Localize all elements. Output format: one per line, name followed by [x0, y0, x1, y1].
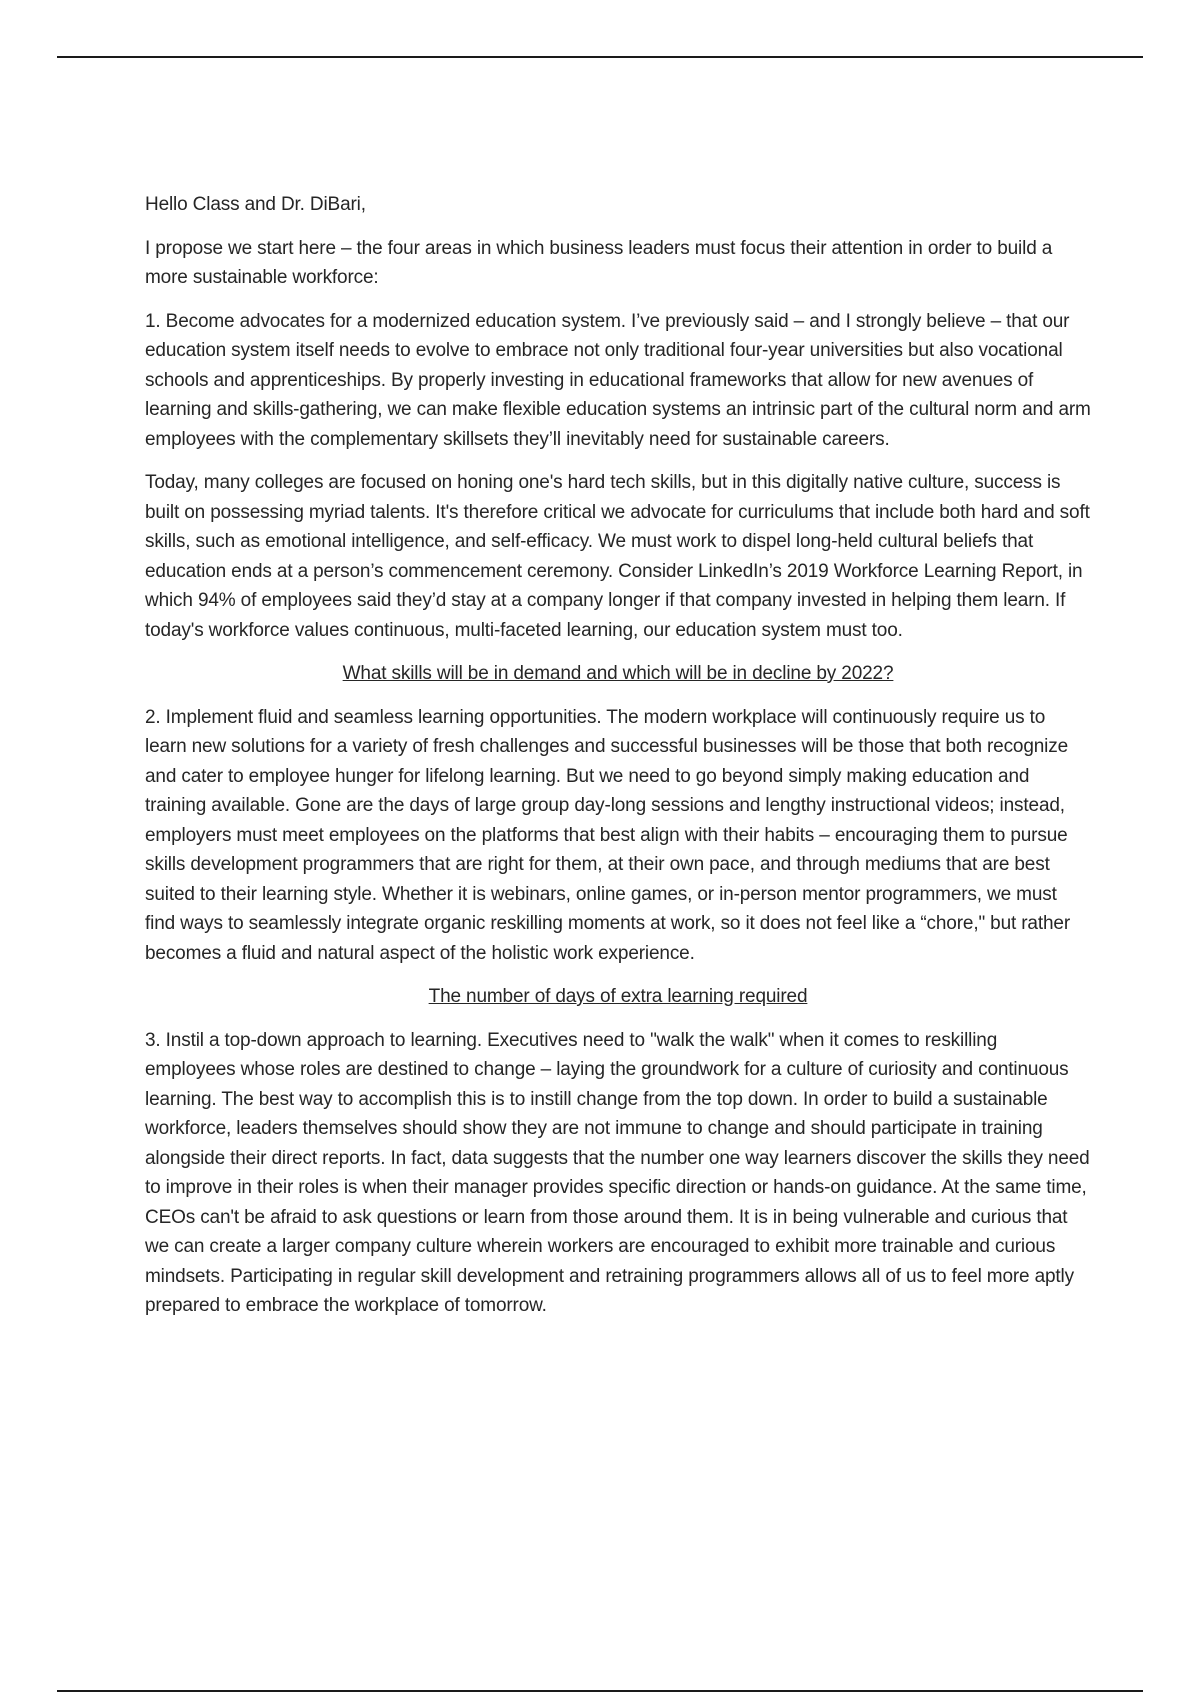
caption-skills-demand: What skills will be in demand and which will be in decline by 2022? — [342, 663, 894, 684]
caption-extra-learning-days: The number of days of extra learning required — [428, 986, 808, 1007]
point-1-paragraph: 1. Become advocates for a modernized education system. I’ve previously said – and I strongly believe – that our education system itself needs to evolve to embrace not only traditional four-year universities but also vocational schools and apprenticeships. By properly investing in educational frameworks that allow for new avenues of learning and skills-gathering, we can make flexible education systems an intrinsic part of the cultural norm and arm employees with the complementary skillsets they’ll inevitably need for sustainable careers. — [145, 310, 1091, 450]
document-body — [145, 190, 1091, 1335]
header-rule — [57, 56, 1143, 58]
footer-rule — [57, 1690, 1143, 1692]
point-3-paragraph: 3. Instil a top-down approach to learning. Executives need to "walk the walk" when it comes to reskilling employees whose roles are destined to change – laying the groundwork for a culture of curiosity and continuous learning. The best way to accomplish this is to instill change from the top down. In order to build a sustainable workforce, leaders themselves should show they are not immune to change and should participate in training alongside their direct reports. In fact, data suggests that the number one way learners discover the skills they need to improve in their roles is when their manager provides specific direction or hands-on guidance. At the same time, CEOs can't be afraid to ask questions or learn from those around them. It is in being vulnerable and curious that we can create a larger company culture wherein workers are encouraged to exhibit more trainable and curious mindsets. Participating in regular skill development and retraining programmers allows all of us to feel more aptly prepared to embrace the workplace of tomorrow. — [145, 1029, 1090, 1316]
greeting: Hello Class and Dr. DiBari, — [145, 194, 366, 215]
intro-paragraph: I propose we start here – the four areas in which business leaders must focus their attention in order to build a more sustainable workforce: — [145, 237, 1053, 288]
point-2-paragraph: 2. Implement fluid and seamless learning opportunities. The modern workplace will continuously require us to learn new solutions for a variety of fresh challenges and successful businesses will be those that both recognize and cater to employee hunger for lifelong learning. But we need to go beyond simply making education and training available. Gone are the days of large group day-long sessions and lengthy instructional videos; instead, employers must meet employees on the platforms that best align with their habits – encouraging them to pursue skills development programmers that are right for them, at their own pace, and through mediums that are best suited to their learning style. Whether it is webinars, online games, or in-person mentor programmers, we must find ways to seamlessly integrate organic reskilling moments at work, so it does not feel like a “chore," but rather becomes a fluid and natural aspect of the holistic work experience. — [145, 706, 1070, 964]
point-1-continued-paragraph: Today, many colleges are focused on honing one's hard tech skills, but in this digitally native culture, success is built on possessing myriad talents. It's therefore critical we advocate for curriculums that include both hard and soft skills, such as emotional intelligence, and self-efficacy. We must work to dispel long-held cultural beliefs that education ends at a person’s commencement ceremony. Consider LinkedIn’s 2019 Workforce Learning Report, in which 94% of employees said they’d stay at a company longer if that company invested in helping them learn. If today's workforce values continuous, multi-faceted learning, our education system must too. — [145, 472, 1090, 641]
